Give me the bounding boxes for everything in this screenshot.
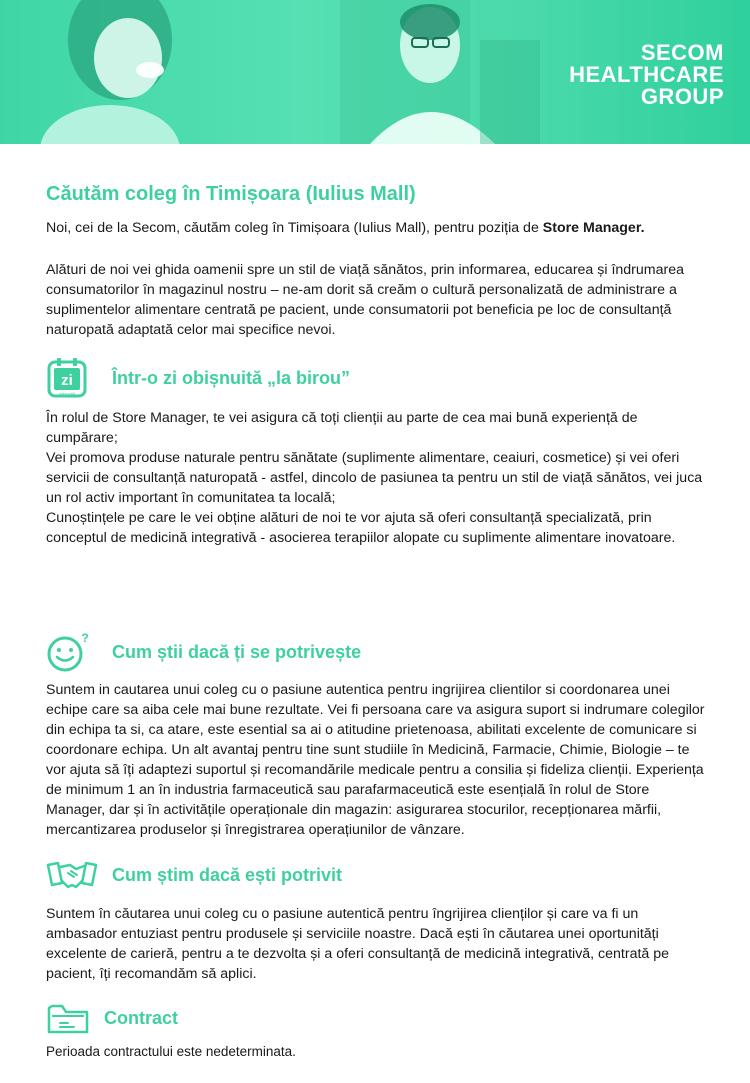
logo-line-1: SECOM [640,40,724,65]
section-match-header [46,853,342,897]
section-day-title: Într-o zi obișnuită „la birou” [112,367,350,388]
section-contract-paragraph: Perioada contractului este nedeterminata. [46,1044,296,1059]
section-day-p1: În rolul de Store Manager, te vei asigura că toți clienții au parte de cea mai bună experiență de cumpărare; [46,410,638,446]
section-match-paragraph: Suntem în căutarea unui coleg cu o pasiune autentică pentru îngrijirea clienților și care va fi un ambasador entuziast pentru produsele și serviciile noastre. Dacă ești în căutarea unei oportunități excelente de carieră, pentru a te dezvolta și a oferi consultanță de medicină integrativă, centrată pe pacient, îți recomandăm să aplici. [46,906,670,982]
header-banner [0,0,750,144]
section-match-title: Cum știm dacă ești potrivit [112,864,343,885]
section-day-p2: Vei promova produse naturale pentru sănătate (suplimente alimentare, ceaiuri, cosmetice) și vei oferi servicii de consultanță naturopată - astfel, dincolo de pasiunea ta pentru un stil de viață sănătos, vei juca un rol activ important în comunitatea ta locală; [46,450,703,506]
page-title: Căutăm coleg în Timișoara (Iulius Mall) [46,183,416,205]
handshake-icon [46,853,98,897]
folder-icon [46,996,90,1040]
logo-line-2: HEALTHCARE [569,62,724,87]
calendar-icon [46,356,90,400]
section-contract-title: Contract [104,1007,179,1028]
svg-text:obișnuită: obișnuită [58,391,76,396]
logo-line-3: GROUP [640,84,724,109]
section-fit-title: Cum știi dacă ți se potrivește [112,641,362,662]
svg-text:?: ? [81,631,89,645]
section-fit-paragraph: Suntem in cautarea unui coleg cu o pasiune autentica pentru ingrijirea clientilor si coordonarea unei echipe care sa aiba cele mai bune rezultate. Vei fi persoana care va asigura suport si indrumare colegilor din echipa ta si, ca atare, este esential sa ai o atitudine prietenoasa, abilitati excelente de comunicare si coordonare echipa. Un alt avantaj pentru tine sunt studiile în Medicină, Farmacie, Chimie, Biologie – te vor ajuta să îți adaptezi suportul și recomandările medicale pentru a consilia și fideliza clienții. Experiența de minimum 1 an în industria farmaceutică sau parafarmaceutică este esențială în rolul de Store Manager, dar și în activitățile operaționale din magazin: asigurarea stocurilor, recepționarea mărfii, mercantizarea produselor și înregistrarea operațiunilor de vânzare. [46,682,705,838]
section-contract-header [46,996,178,1040]
intro-paragraph [46,218,706,238]
smiley-question-icon [46,630,90,674]
company-logo [569,42,724,108]
section-day-p3: Cunoștințele pe care le vei obține alături de noi te vor ajuta să oferi consultanță specializată, prin conceptul de medicină integrativă - asocierea terapiilor alopate cu suplimente alimentare inovatoare. [46,510,676,546]
intro-text: Noi, cei de la Secom, căutăm coleg în Timișoara (Iulius Mall), pentru poziția de [46,220,543,236]
mission-paragraph: Alături de noi vei ghida oamenii spre un stil de viață sănătos, prin informarea, educarea și îndrumarea consumatorilor în magazinul nostru – ne-am dorit să creăm o cultură personalizată de administrare a suplimentelor alimentare centrată pe pacient, unde consumatorii pot beneficia pe loc de consultanță naturopată adaptată celor mai specifice nevoi. [46,262,685,338]
svg-text:zi: zi [61,372,73,389]
intro-position: Store Manager. [542,220,645,236]
section-fit-header [46,630,361,674]
section-day-header [46,356,350,400]
